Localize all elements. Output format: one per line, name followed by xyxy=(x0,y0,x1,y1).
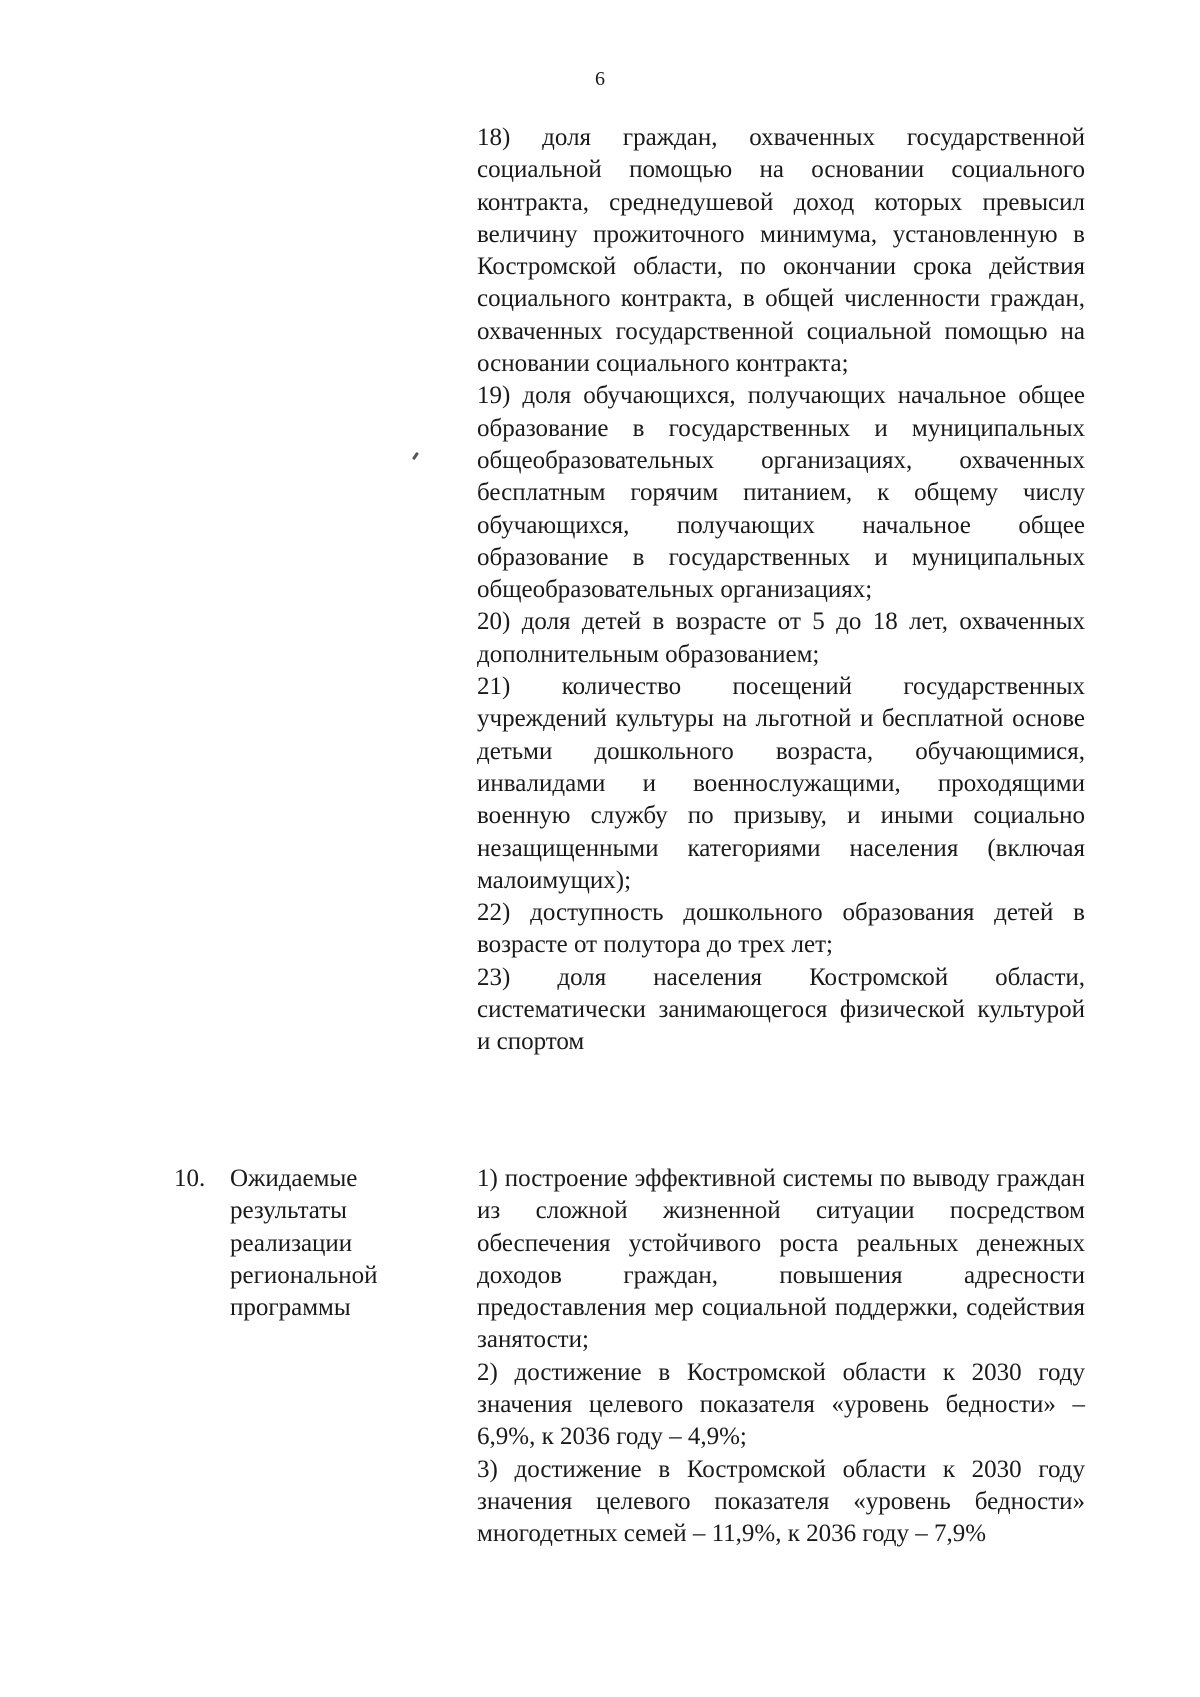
result-item-1: 1) построение эффективной системы по выводу граждан из сложной жизненной ситуации посредством обеспечения устойчивого роста реальных денежных доходов граждан, повышения адресности предоставления мер социальной поддержки, содействия занятости; xyxy=(477,1165,1085,1354)
result-item-2: 2) достижение в Костромской области к 2030 году значения целевого показателя «уровень бедности» – 6,9%, к 2036 году – 4,9%; xyxy=(477,1358,1085,1451)
result-item-3: 3) достижение в Костромской области к 2030 году значения целевого показателя «уровень бедности» многодетных семей – 11,9%, к 2036 году – 7,9% xyxy=(477,1455,1085,1548)
indicator-item-21: 21) количество посещений государственных учреждений культуры на льготной и бесплатной основе детьми дошкольного возраста, обучающимися, инвалидами и военнослужащими, проходящими военную службу по призыву, и иными социально незащищенными категориями населения (включая малоимущих); xyxy=(477,673,1085,894)
indicator-item-18: 18) доля граждан, охваченных государственной социальной помощью на основании социального контракта, среднедушевой доход которых превысил величину прожиточного минимума, установленную в Костромской области, по окончании срока действия социального контракта, в общей численности граждан, охваченных государственной социальной помощью на основании социального контракта; xyxy=(477,124,1085,378)
page-number: 6 xyxy=(595,68,605,90)
indicators-list xyxy=(477,122,1085,1059)
section-number: 10. xyxy=(174,1165,206,1192)
expected-results-list xyxy=(477,1163,1085,1551)
indicator-item-19: 19) доля обучающихся, получающих начальное общее образование в государственных и муниципальных общеобразовательных организациях, охваченных бесплатным горячим питанием, к общему числу обучающихся, получающих начальное общее образование в государственных и муниципальных общеобразовательных организациях; xyxy=(477,382,1085,604)
scan-speck xyxy=(412,452,419,460)
indicator-item-23: 23) доля населения Костромской области, систематически занимающегося физической культурой и спортом xyxy=(477,963,1085,1056)
section-title: Ожидаемые результаты реализации региональной программы xyxy=(230,1165,378,1322)
indicator-item-22: 22) доступность дошкольного образования детей в возрасте от полутора до трех лет; xyxy=(477,899,1085,959)
section-10-label xyxy=(174,1163,414,1324)
indicator-item-20: 20) доля детей в возрасте от 5 до 18 лет, охваченных дополнительным образованием; xyxy=(477,608,1085,668)
